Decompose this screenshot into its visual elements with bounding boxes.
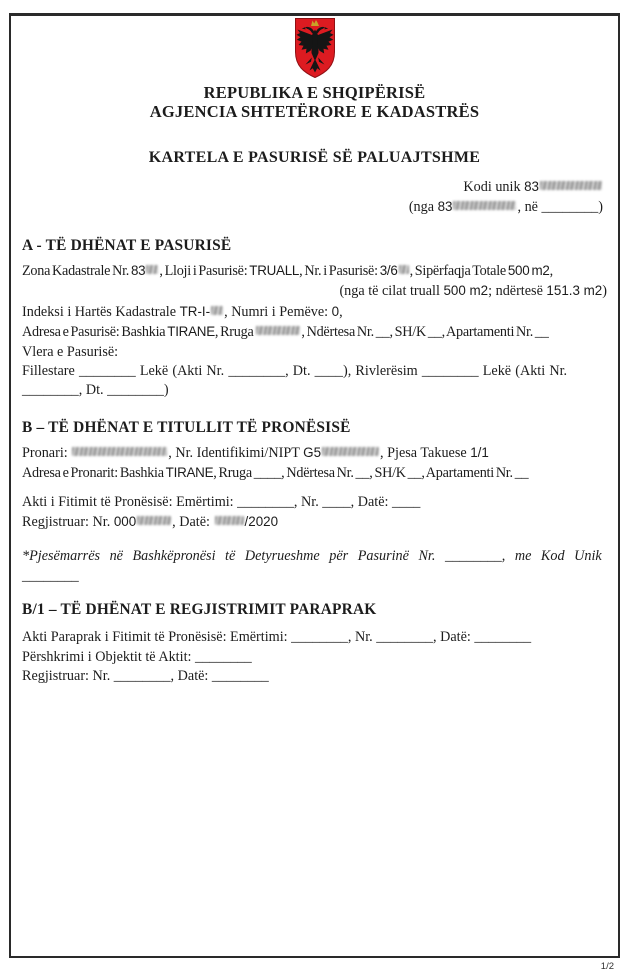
- section-b-heading: B – TË DHËNAT E TITULLIT TË PRONËSISË: [22, 418, 351, 436]
- text-segment: TIRANE: [167, 324, 215, 340]
- text-segment: ; ndërtesë: [488, 283, 547, 300]
- text-segment: Adresa e Pronarit: Bashkia: [22, 465, 166, 482]
- redacted-text: [211, 306, 223, 315]
- text-segment: 500 m2: [507, 263, 550, 278]
- albania-coat-of-arms-icon: [293, 17, 337, 79]
- text-segment: , Rruga ____, Ndërtesa Nr. __, SH/K __, Apartamenti Nr. __: [213, 465, 529, 482]
- redacted-text: [399, 265, 409, 274]
- redacted-text: [137, 516, 171, 525]
- text-segment: Pronari:: [22, 444, 72, 461]
- text-segment: Përshkrimi i Objektit të Aktit: ________: [22, 648, 252, 665]
- republic-title: REPUBLIKA E SHQIPËRISË: [203, 83, 426, 102]
- redacted-text: [72, 447, 167, 456]
- text-segment: TR-I-: [179, 303, 211, 319]
- text-segment: 1/1: [470, 444, 489, 460]
- text-segment: , Pjesa Takuese: [380, 444, 471, 461]
- act-object-description-line: [22, 648, 607, 667]
- redacted-text: [256, 326, 300, 335]
- text-segment: , Ndërtesa Nr. __, SH/K __, Apartamenti Nr. __: [301, 324, 549, 341]
- text-segment: TRUALL: [249, 263, 300, 278]
- redacted-text: [453, 201, 516, 210]
- text-segment: Adresa e Pasurisë: Bashkia: [22, 324, 168, 341]
- emblem-container: [22, 17, 607, 80]
- text-segment: Vlera e Pasurisë:: [22, 343, 119, 360]
- text-segment: Regjistruar: Nr.: [22, 514, 114, 531]
- redacted-text: [215, 516, 244, 525]
- text-segment: G5: [303, 444, 322, 460]
- agency-title: AGJENCIA SHTETËRORE E KADASTRËS: [149, 101, 480, 121]
- owner-address-line: [22, 463, 607, 483]
- text-segment: 151.3 m2: [546, 283, 603, 299]
- page-number: 1/2: [600, 961, 614, 972]
- text-segment: /2020: [244, 514, 279, 530]
- registration-line: [22, 512, 607, 532]
- text-segment: ,: [549, 263, 553, 279]
- unique-code-block: [22, 177, 607, 217]
- text-segment: , Nr. Identifikimi/NIPT: [168, 444, 304, 461]
- text-segment: Regjistruar: Nr. ________, Datë: ________: [22, 668, 269, 685]
- ownership-act-line: [22, 493, 607, 512]
- text-segment: 000: [113, 514, 137, 530]
- redacted-text: [540, 181, 602, 190]
- map-index-line: [22, 302, 607, 322]
- text-segment: 83: [437, 199, 453, 214]
- document-title: KARTELA E PASURISË SË PALUAJTSHME: [148, 149, 481, 166]
- text-segment: Akti Paraprak i Fitimit të Pronësisë: Emërtimi: ________, Nr. ________, Datë: ________: [22, 629, 532, 646]
- text-segment: Zona Kadastrale Nr.: [22, 263, 131, 279]
- property-value-label-line: [22, 343, 607, 362]
- text-segment: (nga: [408, 199, 438, 215]
- text-segment: Fillestare ________ Lekë (Akti Nr. ________, Dt. ____), Rivlerësim ________ Lekë (Akti Nr.: [22, 363, 568, 380]
- redacted-text: [322, 447, 379, 456]
- text-segment: 83: [524, 179, 539, 194]
- text-segment: 83: [130, 263, 146, 278]
- text-segment: ________, Dt. ________): [22, 382, 169, 399]
- text-segment: , Rruga: [214, 324, 256, 341]
- text-segment: 500 m2: [443, 283, 489, 299]
- text-segment: , Sipërfaqja Totale: [409, 263, 508, 279]
- text-segment: *Pjesëmarrës në Bashkëpronësi të Detyrueshme për Pasurinë Nr. ________, me Kod Unik: [22, 548, 602, 565]
- value-continuation-line: [22, 381, 607, 400]
- property-address-line: [22, 322, 607, 342]
- text-segment: Indeksi i Hartës Kadastrale: [22, 303, 180, 320]
- co-ownership-note-line: [22, 546, 607, 566]
- text-segment: , Nr. i Pasurisë:: [299, 263, 380, 279]
- unique-code-line: [22, 177, 603, 197]
- section-a-heading: A - TË DHËNAT E PASURISË: [22, 237, 232, 254]
- text-segment: , në ________): [517, 199, 603, 215]
- text-segment: , Datë:: [172, 514, 214, 531]
- owner-line: [22, 443, 607, 463]
- co-ownership-note-blank-line: [22, 566, 607, 586]
- text-segment: ): [602, 283, 607, 300]
- surface-breakdown-line: [22, 281, 607, 301]
- redacted-text: [146, 265, 158, 274]
- document-content: [9, 13, 620, 958]
- preliminary-act-line: [22, 628, 607, 647]
- preliminary-registration-line: [22, 667, 607, 686]
- text-segment: Kodi unik: [463, 179, 525, 195]
- text-segment: Akti i Fitimit të Pronësisë: Emërtimi: ________, Nr. ____, Datë: ____: [22, 493, 421, 510]
- section-b1-heading: B/1 – TË DHËNAT E REGJISTRIMIT PARAPRAK: [22, 601, 377, 619]
- text-segment: , Numri i Pemëve:: [224, 303, 332, 320]
- initial-value-line: [22, 362, 607, 381]
- text-segment: TIRANE: [165, 465, 214, 481]
- text-segment: 3/6: [379, 263, 398, 278]
- cadastral-zone-line: [22, 261, 607, 281]
- text-segment: ________: [22, 568, 79, 585]
- text-segment: , Lloji i Pasurisë:: [159, 263, 250, 279]
- text-segment: (nga të cilat truall: [339, 283, 444, 300]
- text-segment: 0: [331, 303, 340, 319]
- unique-code-origin-line: [22, 197, 603, 217]
- text-segment: ,: [339, 303, 343, 320]
